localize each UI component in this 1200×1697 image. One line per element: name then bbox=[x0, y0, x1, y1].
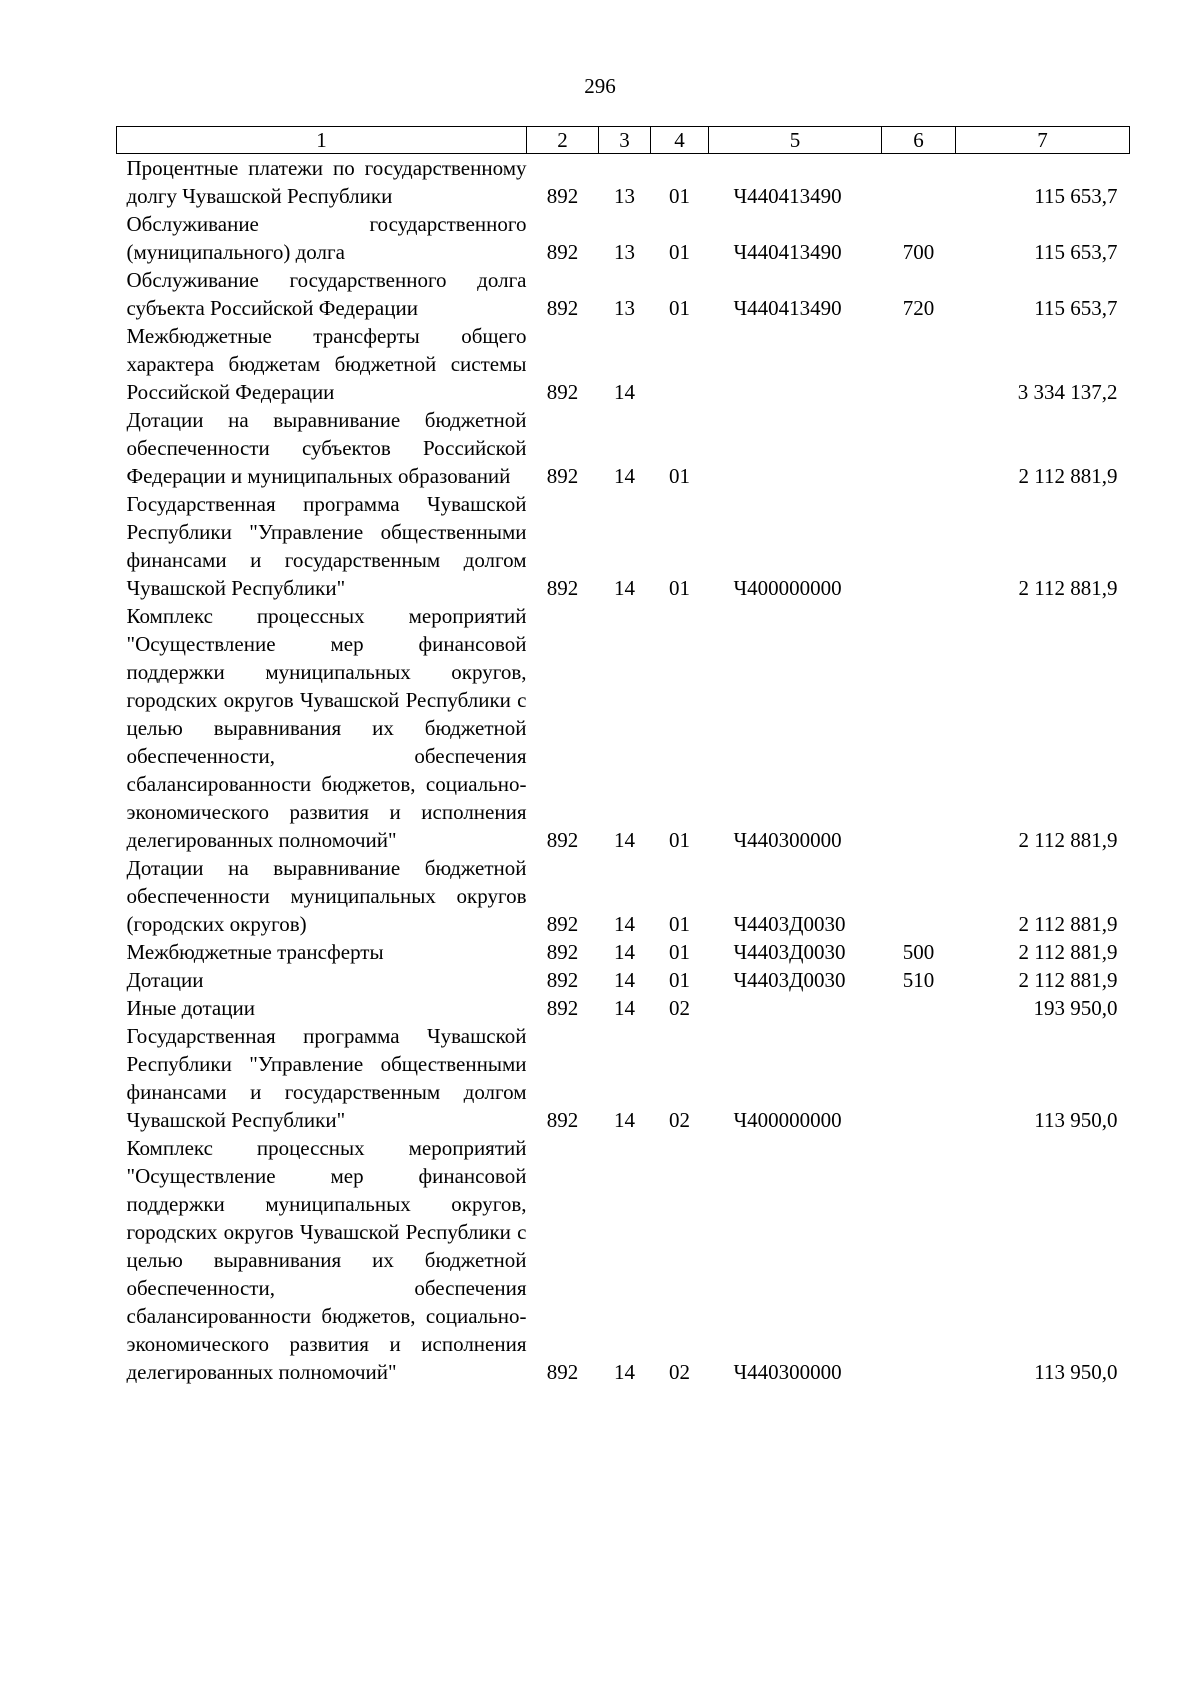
target-article-cell: Ч440413490 bbox=[733, 296, 842, 320]
column-header: 4 bbox=[651, 127, 709, 154]
section-cell: 14 bbox=[614, 996, 635, 1020]
section-cell: 14 bbox=[614, 464, 635, 488]
ministry-code-cell: 892 bbox=[546, 1360, 579, 1384]
ministry-code-cell: 892 bbox=[546, 380, 579, 404]
expense-type-cell bbox=[882, 154, 956, 211]
target-article-cell: Ч400000000 bbox=[733, 1108, 842, 1132]
subsection-cell: 01 bbox=[669, 828, 690, 852]
expense-type-cell: 720 bbox=[902, 296, 935, 320]
item-name-cell: Обслуживание государственного долга субъекта Российской Федерации bbox=[126, 268, 527, 320]
target-article-cell bbox=[709, 406, 882, 490]
item-name-cell: Межбюджетные трансферты общего характера бюджетам бюджетной системы Российской Федерации bbox=[126, 324, 527, 404]
column-header: 2 bbox=[527, 127, 599, 154]
amount-cell: 193 950,0 bbox=[1033, 996, 1118, 1020]
column-header: 1 bbox=[117, 127, 527, 154]
section-cell: 14 bbox=[614, 828, 635, 852]
section-cell: 14 bbox=[614, 968, 635, 992]
section-cell: 14 bbox=[614, 380, 635, 404]
expense-type-cell: 700 bbox=[902, 240, 935, 264]
ministry-code-cell: 892 bbox=[546, 996, 579, 1020]
amount-cell: 3 334 137,2 bbox=[1017, 380, 1118, 404]
ministry-code-cell: 892 bbox=[546, 184, 579, 208]
table-row bbox=[117, 966, 1130, 994]
expense-type-cell bbox=[882, 602, 956, 854]
amount-cell: 2 112 881,9 bbox=[1018, 968, 1118, 992]
section-cell: 13 bbox=[614, 184, 635, 208]
page-number: 296 bbox=[584, 74, 616, 98]
amount-cell: 115 653,7 bbox=[1034, 296, 1118, 320]
item-name-cell: Процентные платежи по государственному долгу Чувашской Республики bbox=[126, 156, 527, 208]
expense-type-cell bbox=[882, 322, 956, 406]
item-name-cell: Государственная программа Чувашской Республики "Управление общественными финансами и государственным долгом Чувашской Республики" bbox=[126, 1024, 527, 1132]
item-name-cell: Дотации bbox=[126, 968, 204, 992]
column-header: 7 bbox=[956, 127, 1130, 154]
item-name-cell: Государственная программа Чувашской Республики "Управление общественными финансами и государственным долгом Чувашской Республики" bbox=[126, 492, 527, 600]
subsection-cell: 01 bbox=[669, 240, 690, 264]
subsection-cell: 01 bbox=[669, 968, 690, 992]
target-article-cell: Ч440413490 bbox=[733, 240, 842, 264]
table-row bbox=[117, 994, 1130, 1022]
amount-cell: 115 653,7 bbox=[1034, 184, 1118, 208]
table-row bbox=[117, 938, 1130, 966]
item-name-cell: Дотации на выравнивание бюджетной обеспеченности субъектов Российской Федерации и муниципальных образований bbox=[126, 408, 527, 488]
table-row bbox=[117, 154, 1130, 211]
column-header: 6 bbox=[882, 127, 956, 154]
subsection-cell: 02 bbox=[669, 1108, 690, 1132]
item-name-cell: Иные дотации bbox=[126, 996, 255, 1020]
expense-type-cell: 500 bbox=[902, 940, 935, 964]
ministry-code-cell: 892 bbox=[546, 464, 579, 488]
expense-type-cell bbox=[882, 854, 956, 938]
amount-cell: 113 950,0 bbox=[1034, 1360, 1118, 1384]
target-article-cell: Ч4403Д0030 bbox=[733, 968, 846, 992]
expense-type-cell bbox=[882, 406, 956, 490]
ministry-code-cell: 892 bbox=[546, 576, 579, 600]
ministry-code-cell: 892 bbox=[546, 1108, 579, 1132]
section-cell: 13 bbox=[614, 296, 635, 320]
table-row bbox=[117, 1134, 1130, 1386]
subsection-cell: 01 bbox=[669, 184, 690, 208]
amount-cell: 2 112 881,9 bbox=[1018, 828, 1118, 852]
section-cell: 14 bbox=[614, 940, 635, 964]
section-cell: 14 bbox=[614, 1108, 635, 1132]
item-name-cell: Комплекс процессных мероприятий "Осуществление мер финансовой поддержки муниципальных округов, городских округов Чувашской Республики с целью выравнивания их бюджетной обеспеченности, обеспечения сбалансированности бюджетов, социально-экономического развития и исполнения делегированных полномочий" bbox=[126, 604, 527, 852]
target-article-cell: Ч4403Д0030 bbox=[733, 940, 846, 964]
subsection-cell: 01 bbox=[669, 576, 690, 600]
subsection-cell: 02 bbox=[669, 996, 690, 1020]
ministry-code-cell: 892 bbox=[546, 912, 579, 936]
table-row bbox=[117, 490, 1130, 602]
target-article-cell: Ч400000000 bbox=[733, 576, 842, 600]
ministry-code-cell: 892 bbox=[546, 968, 579, 992]
ministry-code-cell: 892 bbox=[546, 240, 579, 264]
section-cell: 14 bbox=[614, 576, 635, 600]
subsection-cell: 01 bbox=[669, 940, 690, 964]
amount-cell: 2 112 881,9 bbox=[1018, 912, 1118, 936]
ministry-code-cell: 892 bbox=[546, 828, 579, 852]
amount-cell: 2 112 881,9 bbox=[1018, 464, 1118, 488]
section-cell: 14 bbox=[614, 1360, 635, 1384]
table-row bbox=[117, 1022, 1130, 1134]
expense-type-cell bbox=[882, 1134, 956, 1386]
amount-cell: 2 112 881,9 bbox=[1018, 940, 1118, 964]
target-article-cell: Ч440300000 bbox=[733, 1360, 842, 1384]
item-name-cell: Межбюджетные трансферты bbox=[126, 940, 384, 964]
ministry-code-cell: 892 bbox=[546, 296, 579, 320]
column-number-row bbox=[117, 127, 1130, 154]
target-article-cell bbox=[709, 994, 882, 1022]
table-row bbox=[117, 854, 1130, 938]
target-article-cell: Ч4403Д0030 bbox=[733, 912, 846, 936]
table-row bbox=[117, 406, 1130, 490]
table-row bbox=[117, 266, 1130, 322]
section-cell: 13 bbox=[614, 240, 635, 264]
subsection-cell: 01 bbox=[669, 296, 690, 320]
target-article-cell bbox=[709, 322, 882, 406]
item-name-cell: Дотации на выравнивание бюджетной обеспеченности муниципальных округов (городских округов) bbox=[126, 856, 527, 936]
expense-type-cell bbox=[882, 490, 956, 602]
subsection-cell: 02 bbox=[669, 1360, 690, 1384]
budget-table bbox=[116, 126, 1130, 1386]
table-row bbox=[117, 210, 1130, 266]
amount-cell: 2 112 881,9 bbox=[1018, 576, 1118, 600]
table-row bbox=[117, 322, 1130, 406]
subsection-cell: 01 bbox=[669, 464, 690, 488]
section-cell: 14 bbox=[614, 912, 635, 936]
column-header: 5 bbox=[709, 127, 882, 154]
amount-cell: 113 950,0 bbox=[1034, 1108, 1118, 1132]
table-row bbox=[117, 602, 1130, 854]
subsection-cell bbox=[651, 322, 709, 406]
ministry-code-cell: 892 bbox=[546, 940, 579, 964]
expense-type-cell: 510 bbox=[902, 968, 935, 992]
amount-cell: 115 653,7 bbox=[1034, 240, 1118, 264]
target-article-cell: Ч440300000 bbox=[733, 828, 842, 852]
subsection-cell: 01 bbox=[669, 912, 690, 936]
item-name-cell: Комплекс процессных мероприятий "Осуществление мер финансовой поддержки муниципальных округов, городских округов Чувашской Республики с целью выравнивания их бюджетной обеспеченности, обеспечения сбалансированности бюджетов, социально-экономического развития и исполнения делегированных полномочий" bbox=[126, 1136, 527, 1384]
target-article-cell: Ч440413490 bbox=[733, 184, 842, 208]
item-name-cell: Обслуживание государственного (муниципального) долга bbox=[126, 212, 527, 264]
expense-type-cell bbox=[882, 994, 956, 1022]
expense-type-cell bbox=[882, 1022, 956, 1134]
column-header: 3 bbox=[599, 127, 651, 154]
